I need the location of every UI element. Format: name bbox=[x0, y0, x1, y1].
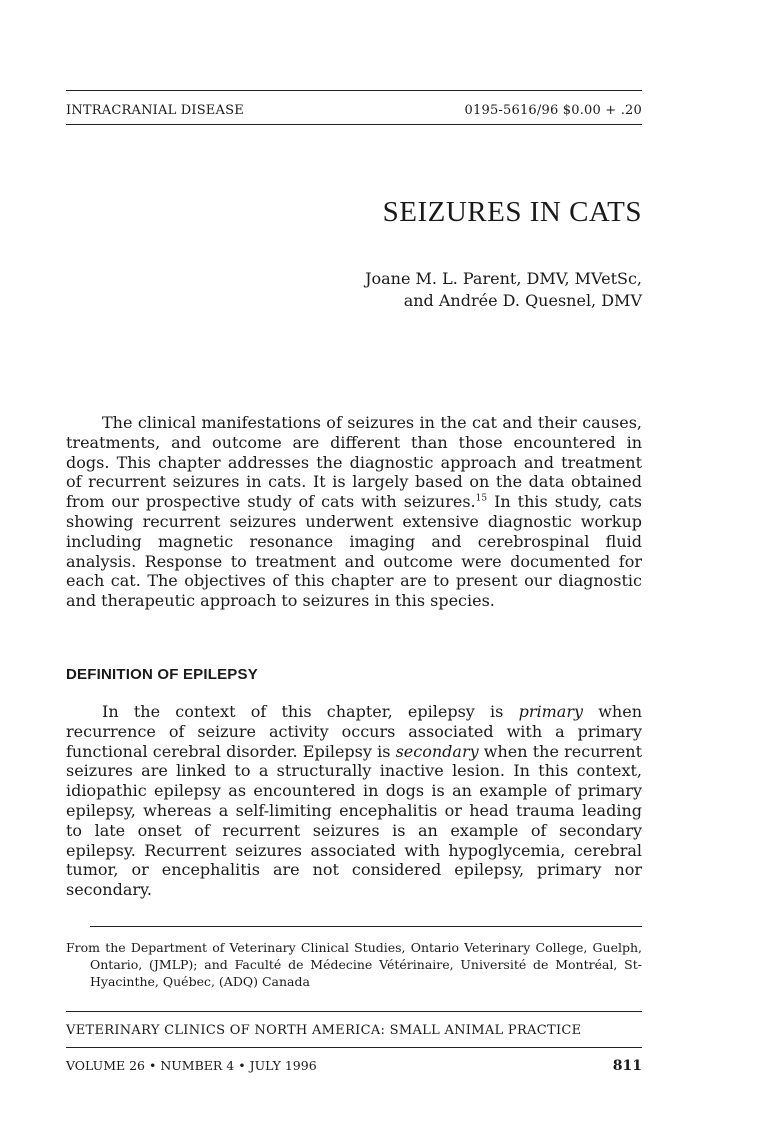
term-secondary: secondary bbox=[395, 741, 479, 761]
running-head-code: 0195-5616/96 $0.00 + .20 bbox=[464, 103, 642, 118]
reference-marker: 15 bbox=[475, 493, 488, 504]
footnote-rule bbox=[90, 926, 642, 927]
definition-text-1: In the context of this chapter, epilepsy is bbox=[102, 702, 519, 721]
journal-rule-bottom bbox=[66, 1047, 642, 1048]
page-number: 811 bbox=[612, 1058, 642, 1074]
journal-name: VETERINARY CLINICS OF NORTH AMERICA: SMALL ANIMAL PRACTICE bbox=[66, 1023, 582, 1038]
author-line-1: Joane M. L. Parent, DMV, MVetSc, bbox=[365, 269, 642, 288]
definition-text-2: when recurrence of seizure activity occurs associated with a primary functional cerebral disorder. Epilepsy is bbox=[66, 702, 643, 761]
running-head-section: INTRACRANIAL DISEASE bbox=[66, 103, 244, 118]
section-heading: DEFINITION OF EPILEPSY bbox=[66, 666, 258, 683]
top-rule bbox=[66, 90, 642, 91]
definition-text-3: when the recurrent seizures are linked to a structurally inactive lesion. In this context, idiopathic epilepsy as encountered in dogs is an example of primary epilepsy, whereas a self-limiting encephalitis or head trauma leading to late onset of recurrent seizures is an example of secondary epilepsy. Recurrent seizures associated with hypoglycemia, cerebral tumor, or encephalitis are not considered epilepsy, primary nor secondary. bbox=[66, 741, 642, 900]
intro-paragraph bbox=[66, 413, 642, 611]
authors bbox=[365, 268, 642, 312]
footnote-text: From the Department of Veterinary Clinical Studies, Ontario Veterinary College, Guelph, Ontario, (JMLP); and Faculté de Médecine Vétérinaire, Université de Montréal, St-Hyacinthe, Québec, (ADQ) Canada bbox=[66, 940, 642, 989]
author-line-2: and Andrée D. Quesnel, DMV bbox=[403, 291, 642, 310]
running-head-rule bbox=[66, 124, 642, 125]
folio bbox=[66, 1058, 642, 1074]
journal-rule-top bbox=[66, 1011, 642, 1012]
running-head bbox=[66, 103, 642, 118]
volume-info: VOLUME 26 • NUMBER 4 • JULY 1996 bbox=[66, 1058, 317, 1073]
intro-text-2: In this study, cats showing recurrent seizures underwent extensive diagnostic workup including magnetic resonance imaging and cerebrospinal fluid analysis. Response to treatment and outcome were documented for each cat. The objectives of this chapter are to present our diagnostic and therapeutic approach to seizures in this species. bbox=[66, 492, 643, 611]
affiliation-footnote bbox=[66, 939, 642, 990]
definition-paragraph bbox=[66, 702, 642, 900]
term-primary: primary bbox=[518, 702, 584, 721]
article-title: SEIZURES IN CATS bbox=[382, 196, 642, 228]
intro-text-1: The clinical manifestations of seizures in the cat and their causes, treatments, and outcome are different than those encountered in dogs. This chapter addresses the diagnostic approach and treatment of recurrent seizures in cats. It is largely based on the data obtained from our prospective study of cats with seizures. bbox=[66, 413, 642, 512]
